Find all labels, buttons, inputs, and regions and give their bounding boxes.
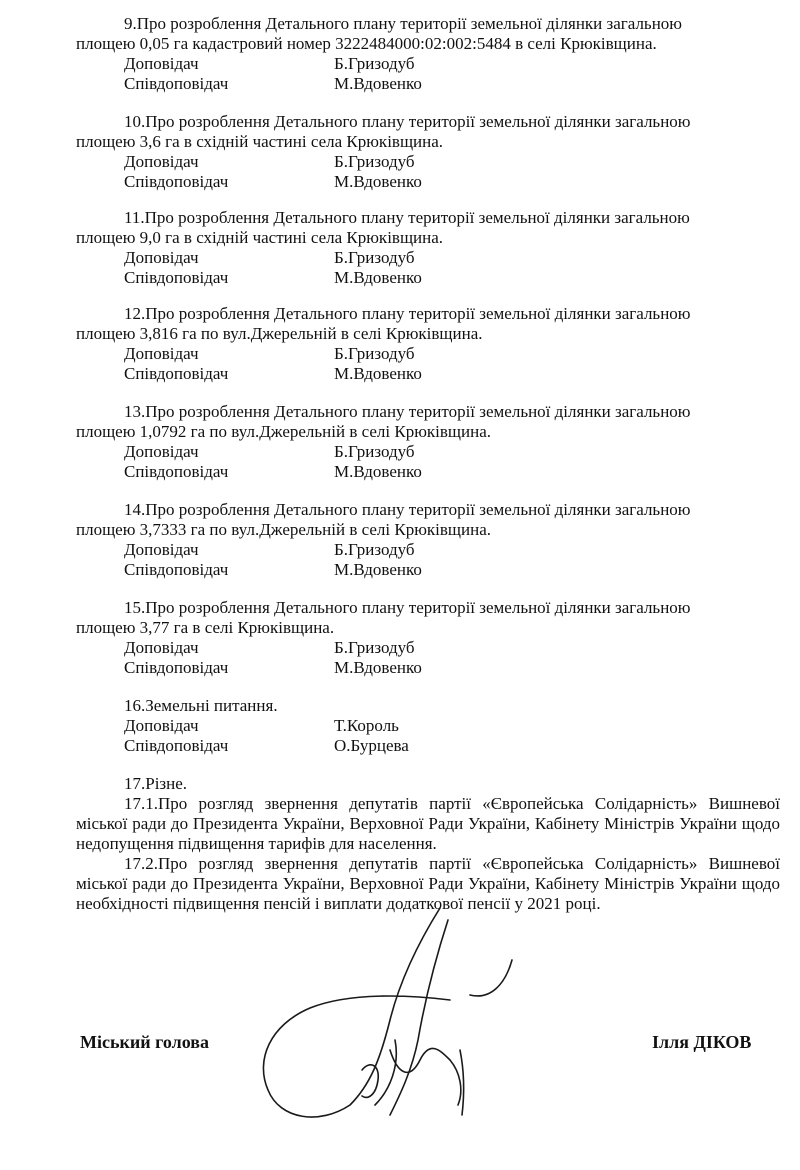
cospeaker-row: [124, 364, 780, 384]
speaker-row: [124, 248, 780, 268]
speaker-label: Доповідач: [124, 54, 199, 73]
cospeaker-label: Співдоповідач: [124, 74, 229, 93]
agenda-item-line: 16.Земельні питання.: [124, 696, 278, 715]
cospeaker-row: [124, 560, 780, 580]
agenda-item-line: 9.Про розроблення Детального плану території земельної ділянки загальною: [124, 14, 682, 33]
agenda-item-11: [76, 208, 780, 288]
cospeaker-row: [124, 658, 780, 678]
agenda-item-line: площею 0,05 га кадастровий номер 3222484000:02:002:5484 в селі Крюківщина.: [76, 34, 657, 53]
speaker-name: Б.Гризодуб: [334, 344, 415, 363]
speaker-label: Доповідач: [124, 638, 199, 657]
cospeaker-name: М.Вдовенко: [334, 462, 422, 481]
speaker-label: Доповідач: [124, 540, 199, 559]
cospeaker-label: Співдоповідач: [124, 268, 229, 287]
agenda-subitem-17-1: 17.1.Про розгляд звернення депутатів партії «Європейська Солідарність» Вишневої міської ради до Президента України, Верховної Ради України, Кабінету Міністрів України щодо недопущення підвищення тарифів для населення.: [76, 794, 780, 853]
agenda-item-line: 11.Про розроблення Детального плану території земельної ділянки загальною: [124, 208, 690, 227]
signature-position: Міський голова: [80, 1032, 209, 1052]
speaker-label: Доповідач: [124, 442, 199, 461]
agenda-item-16: [76, 696, 780, 756]
cospeaker-label: Співдоповідач: [124, 560, 229, 579]
speaker-row: [124, 344, 780, 364]
cospeaker-label: Співдоповідач: [124, 364, 229, 383]
agenda-item-17: [76, 774, 780, 914]
speaker-name: Б.Гризодуб: [334, 248, 415, 267]
agenda-item-line: площею 9,0 га в східній частині села Крюківщина.: [76, 228, 444, 247]
agenda-subitem-17-2: 17.2.Про розгляд звернення депутатів партії «Європейська Солідарність» Вишневої міської ради до Президента України, Верховної Ради України, Кабінету Міністрів України щодо необхідності підвищення пенсій і виплати додаткової пенсії у 2021 році.: [76, 854, 780, 913]
agenda-item-9: [76, 14, 780, 94]
speaker-name: Б.Гризодуб: [334, 54, 415, 73]
cospeaker-name: М.Вдовенко: [334, 560, 422, 579]
speaker-row: [124, 442, 780, 462]
agenda-item-line: площею 3,6 га в східній частині села Крюківщина.: [76, 132, 444, 151]
agenda-item-line: 12.Про розроблення Детального плану території земельної ділянки загальною: [124, 304, 691, 323]
speaker-name: Б.Гризодуб: [334, 442, 415, 461]
agenda-item-13: [76, 402, 780, 482]
cospeaker-name: М.Вдовенко: [334, 74, 422, 93]
agenda-item-12: [76, 304, 780, 384]
speaker-row: [124, 54, 780, 74]
cospeaker-name: М.Вдовенко: [334, 268, 422, 287]
cospeaker-row: [124, 736, 780, 756]
cospeaker-name: О.Бурцева: [334, 736, 409, 755]
speaker-name: Т.Король: [334, 716, 399, 735]
agenda-item-line: площею 3,77 га в селі Крюківщина.: [76, 618, 335, 637]
speaker-name: Б.Гризодуб: [334, 638, 415, 657]
agenda-item-line: площею 1,0792 га по вул.Джерельній в селі Крюківщина.: [76, 422, 491, 441]
cospeaker-name: М.Вдовенко: [334, 658, 422, 677]
agenda-item-line: 14.Про розроблення Детального плану території земельної ділянки загальною: [124, 500, 691, 519]
agenda-item-line: площею 3,816 га по вул.Джерельній в селі Крюківщина.: [76, 324, 483, 343]
agenda-item-line: площею 3,7333 га по вул.Джерельній в селі Крюківщина.: [76, 520, 491, 539]
cospeaker-row: [124, 462, 780, 482]
speaker-label: Доповідач: [124, 152, 199, 171]
speaker-label: Доповідач: [124, 716, 199, 735]
agenda-item-10: [76, 112, 780, 192]
cospeaker-name: М.Вдовенко: [334, 364, 422, 383]
speaker-label: Доповідач: [124, 248, 199, 267]
cospeaker-row: [124, 172, 780, 192]
cospeaker-label: Співдоповідач: [124, 658, 229, 677]
agenda-item-heading: 17.Різне.: [124, 774, 188, 793]
cospeaker-label: Співдоповідач: [124, 462, 229, 481]
speaker-row: [124, 152, 780, 172]
cospeaker-name: М.Вдовенко: [334, 172, 422, 191]
speaker-row: [124, 716, 780, 736]
speaker-name: Б.Гризодуб: [334, 152, 415, 171]
speaker-name: Б.Гризодуб: [334, 540, 415, 559]
cospeaker-label: Співдоповідач: [124, 736, 229, 755]
speaker-row: [124, 540, 780, 560]
handwritten-signature: [250, 900, 520, 1130]
speaker-label: Доповідач: [124, 344, 199, 363]
agenda-item-14: [76, 500, 780, 580]
agenda-item-line: 10.Про розроблення Детального плану території земельної ділянки загальною: [124, 112, 691, 131]
agenda-item-15: [76, 598, 780, 678]
agenda-item-line: 15.Про розроблення Детального плану території земельної ділянки загальною: [124, 598, 691, 617]
signature-name: Ілля ДІКОВ: [652, 1032, 752, 1052]
cospeaker-row: [124, 268, 780, 288]
agenda-item-line: 13.Про розроблення Детального плану території земельної ділянки загальною: [124, 402, 691, 421]
cospeaker-row: [124, 74, 780, 94]
cospeaker-label: Співдоповідач: [124, 172, 229, 191]
speaker-row: [124, 638, 780, 658]
